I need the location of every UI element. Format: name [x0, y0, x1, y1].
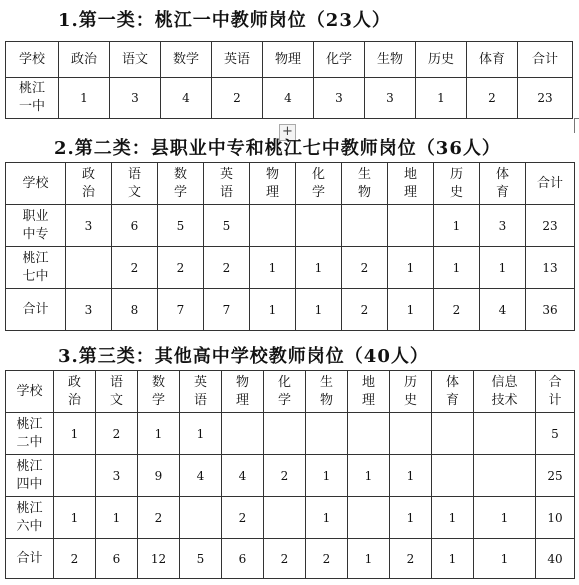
table-row — [6, 497, 575, 539]
table-cell — [306, 413, 348, 455]
table-cell — [390, 413, 432, 455]
table-row — [6, 247, 575, 289]
table-cell: 23 — [518, 78, 573, 119]
header-cell: 英 语 — [180, 371, 222, 413]
table-cell: 2 — [212, 78, 263, 119]
table-cell: 1 — [296, 289, 342, 331]
header-cell: 地 理 — [348, 371, 390, 413]
table-cell: 1 — [416, 78, 467, 119]
table-cell: 2 — [342, 289, 388, 331]
table-cell: 1 — [296, 247, 342, 289]
table-cell: 2 — [264, 539, 306, 579]
table-cell — [180, 497, 222, 539]
table-cell: 5 — [204, 205, 250, 247]
header-cell: 数 学 — [158, 163, 204, 205]
table-cell: 10 — [536, 497, 575, 539]
table-cell: 3 — [365, 78, 416, 119]
header-cell: 化 学 — [264, 371, 306, 413]
row-label: 桃江 四中 — [6, 455, 54, 497]
table-cell: 6 — [112, 205, 158, 247]
table-cell: 40 — [536, 539, 575, 579]
table-cell: 5 — [536, 413, 575, 455]
header-cell: 物 理 — [222, 371, 264, 413]
table-cell: 1 — [474, 497, 536, 539]
header-cell: 政治 — [59, 42, 110, 78]
table-cell: 1 — [250, 289, 296, 331]
section1-title: 1.第一类：桃江一中教师岗位（23人） — [58, 10, 391, 31]
table-cell: 2 — [158, 247, 204, 289]
table-cell: 3 — [314, 78, 365, 119]
table-cell: 2 — [342, 247, 388, 289]
table-cell: 3 — [110, 78, 161, 119]
table-cell — [474, 413, 536, 455]
table-cell: 8 — [112, 289, 158, 331]
header-cell: 语 文 — [96, 371, 138, 413]
table-cell — [432, 413, 474, 455]
header-cell-school: 学校 — [6, 163, 66, 205]
header-cell: 语文 — [110, 42, 161, 78]
table-cell: 1 — [96, 497, 138, 539]
table-cell — [66, 247, 112, 289]
table-cell: 2 — [204, 247, 250, 289]
table-cell: 2 — [96, 413, 138, 455]
header-cell: 政 治 — [66, 163, 112, 205]
header-cell: 历 史 — [390, 371, 432, 413]
table-header-row — [6, 42, 573, 78]
header-cell: 地 理 — [388, 163, 434, 205]
header-cell: 数 学 — [138, 371, 180, 413]
table-cell — [474, 455, 536, 497]
row-label: 桃江 七中 — [6, 247, 66, 289]
table-cell — [222, 413, 264, 455]
header-cell: 生 物 — [306, 371, 348, 413]
table-cell: 4 — [480, 289, 526, 331]
header-cell: 化 学 — [296, 163, 342, 205]
table-cell: 2 — [434, 289, 480, 331]
header-cell: 物 理 — [250, 163, 296, 205]
table-cell: 1 — [474, 539, 536, 579]
table-cell: 1 — [180, 413, 222, 455]
table-cell: 2 — [467, 78, 518, 119]
row-label: 桃江 一中 — [6, 78, 59, 119]
table-cell: 1 — [432, 539, 474, 579]
table-cell: 9 — [138, 455, 180, 497]
header-cell: 信息 技术 — [474, 371, 536, 413]
row-label: 合计 — [6, 289, 66, 331]
header-cell: 数学 — [161, 42, 212, 78]
table-move-handle[interactable]: + — [279, 124, 296, 141]
table-cell: 1 — [250, 247, 296, 289]
header-cell: 英 语 — [204, 163, 250, 205]
table-cell: 5 — [158, 205, 204, 247]
table-cell: 25 — [536, 455, 575, 497]
table-cell: 1 — [348, 455, 390, 497]
header-cell: 历史 — [416, 42, 467, 78]
table-cell: 2 — [222, 497, 264, 539]
table-row — [6, 539, 575, 579]
header-cell: 生物 — [365, 42, 416, 78]
table-cell: 5 — [180, 539, 222, 579]
table-cell — [264, 413, 306, 455]
table-cell: 2 — [306, 539, 348, 579]
table-cell: 1 — [306, 455, 348, 497]
table-cell: 4 — [263, 78, 314, 119]
table-cell: 2 — [390, 539, 432, 579]
table-cell: 7 — [158, 289, 204, 331]
header-cell: 合计 — [526, 163, 575, 205]
table-cell: 23 — [526, 205, 575, 247]
row-label: 合计 — [6, 539, 54, 579]
table-cell: 1 — [432, 497, 474, 539]
header-cell: 合计 — [518, 42, 573, 78]
table-cell — [296, 205, 342, 247]
table-cell: 3 — [66, 289, 112, 331]
table-row — [6, 78, 573, 119]
table-cell — [264, 497, 306, 539]
table-cell: 36 — [526, 289, 575, 331]
row-label: 桃江 六中 — [6, 497, 54, 539]
table-row — [6, 205, 575, 247]
table-section2 — [5, 162, 575, 331]
table-cell: 2 — [138, 497, 180, 539]
table-cell: 1 — [434, 247, 480, 289]
header-cell: 合 计 — [536, 371, 575, 413]
table-row — [6, 289, 575, 331]
table-cell: 1 — [434, 205, 480, 247]
table-cell: 2 — [112, 247, 158, 289]
row-label: 桃江 二中 — [6, 413, 54, 455]
table-cell — [342, 205, 388, 247]
table-cell — [348, 497, 390, 539]
header-cell-school: 学校 — [6, 42, 59, 78]
table-cell: 4 — [222, 455, 264, 497]
table-cell: 1 — [59, 78, 110, 119]
table-cell: 1 — [138, 413, 180, 455]
table-cell: 1 — [54, 413, 96, 455]
header-cell: 英语 — [212, 42, 263, 78]
table-header-row — [6, 163, 575, 205]
table-cell: 6 — [96, 539, 138, 579]
table-cell: 1 — [480, 247, 526, 289]
table-cell — [388, 205, 434, 247]
section3-title: 3.第三类：其他高中学校教师岗位（40人） — [58, 346, 429, 367]
table-cell: 6 — [222, 539, 264, 579]
table-cell — [250, 205, 296, 247]
header-cell: 体 育 — [480, 163, 526, 205]
header-cell: 物理 — [263, 42, 314, 78]
header-cell-school: 学校 — [6, 371, 54, 413]
table-cell: 3 — [96, 455, 138, 497]
table-section3 — [5, 370, 575, 579]
table-header-row — [6, 371, 575, 413]
table-cell: 2 — [54, 539, 96, 579]
table-cell — [432, 455, 474, 497]
header-cell: 体 育 — [432, 371, 474, 413]
table-cell: 1 — [54, 497, 96, 539]
header-cell: 政 治 — [54, 371, 96, 413]
table-cell: 3 — [480, 205, 526, 247]
table-cell: 4 — [180, 455, 222, 497]
header-cell: 生 物 — [342, 163, 388, 205]
table-cell — [348, 413, 390, 455]
section2-title: 2.第二类：县职业中专和桃江七中教师岗位（36人） — [54, 138, 501, 159]
table-cell: 12 — [138, 539, 180, 579]
table-cell: 1 — [348, 539, 390, 579]
header-cell: 语 文 — [112, 163, 158, 205]
header-cell: 化学 — [314, 42, 365, 78]
table-cell: 1 — [390, 455, 432, 497]
table-cell: 2 — [264, 455, 306, 497]
header-cell: 体育 — [467, 42, 518, 78]
table-cell: 7 — [204, 289, 250, 331]
table-cell: 13 — [526, 247, 575, 289]
table-cell: 3 — [66, 205, 112, 247]
table-section1 — [5, 41, 573, 119]
header-cell: 历 史 — [434, 163, 480, 205]
table-cell: 1 — [390, 497, 432, 539]
table-cell: 1 — [388, 247, 434, 289]
table-cell: 4 — [161, 78, 212, 119]
table-cell: 1 — [388, 289, 434, 331]
table-cell — [54, 455, 96, 497]
table-row — [6, 413, 575, 455]
table-resize-corner[interactable] — [574, 118, 579, 133]
table-cell: 1 — [306, 497, 348, 539]
table-row — [6, 455, 575, 497]
row-label: 职业 中专 — [6, 205, 66, 247]
